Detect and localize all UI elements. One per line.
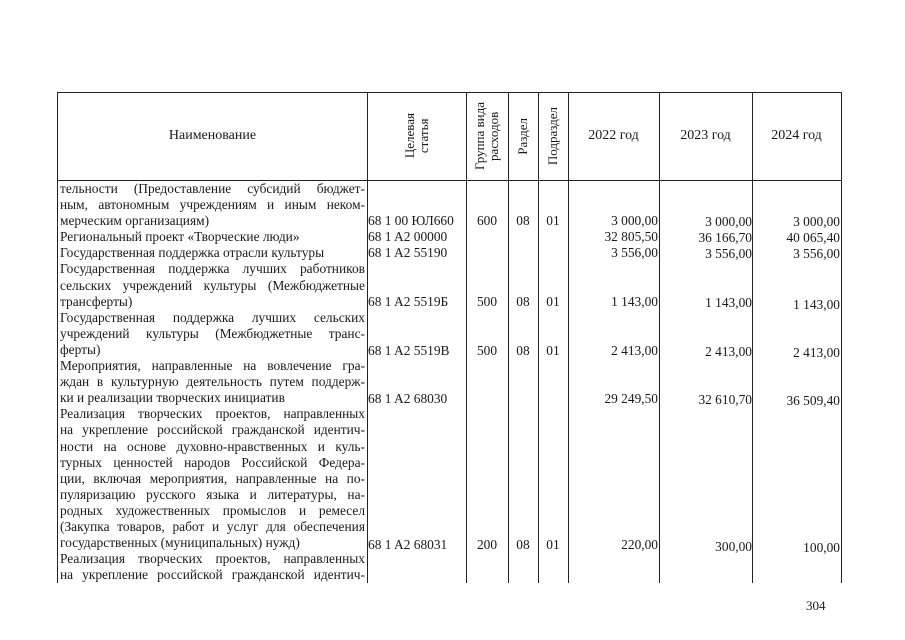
target-article-cell: 68 1 A2 5519В [368,343,450,358]
expense-group-cell: 500 [476,343,498,358]
value-2022-cell: 29 249,50 [604,391,658,406]
value-2024-cell: 1 143,00 [793,297,840,312]
value-2023-cell: 36 166,70 [698,230,752,245]
value-2022-cell: 3 556,00 [611,245,658,260]
name-line: пуляризацию русского языка и литературы, на- [60,486,365,502]
header-year-2022: 2022 год [588,128,639,143]
target-article-cell: 68 1 A2 00000 [368,229,448,244]
value-2024-cell: 3 556,00 [793,246,840,261]
name-line: Реализация творческих проектов, направленных [60,551,365,567]
value-2024-cell: 2 413,00 [793,345,840,360]
header-target-article [367,92,466,180]
name-line: на укрепление российской гражданской идентич- [60,422,365,438]
target-article-cell: 68 1 A2 68031 [368,537,448,552]
section-cell: 08 [516,537,530,552]
section-cell: 08 [516,213,530,228]
header-year-2024: 2024 год [771,128,822,143]
value-2022-cell: 2 413,00 [611,343,658,358]
name-line: трансферты) [60,293,133,309]
value-2023-cell: 3 556,00 [705,246,752,261]
value-2023-cell: 32 610,70 [698,392,752,407]
name-line: (Закупка товаров, работ и услуг для обеспечения [60,518,365,534]
name-column [60,181,365,583]
name-line: родных художественных промыслов и ремесел [60,502,365,518]
target-article-cell: 68 1 00 ЮЛ660 [368,213,454,228]
name-line: Государственная поддержка отрасли культуры [60,245,325,261]
target-article-cell: 68 1 A2 68030 [368,391,448,406]
name-line: ферты) [60,341,101,357]
subsection-cell: 01 [546,343,560,358]
name-line: Региональный проект «Творческие люди» [60,229,300,245]
header-section [508,92,538,180]
value-2024-cell: 40 065,40 [786,230,840,245]
page-number: 304 [806,598,826,613]
header-subsection [538,92,568,180]
name-line: сельских учреждений культуры (Межбюджетные [60,277,365,293]
value-2023-cell: 3 000,00 [705,214,752,229]
name-line: учреждений культуры (Межбюджетные транс- [60,325,365,341]
value-2023-cell: 300,00 [715,539,752,554]
name-line: турных ценностей народов Российской Федера- [60,454,365,470]
name-line: Мероприятия, направленные на вовлечение гра- [60,358,365,374]
name-line: Государственная поддержка лучших сельских [60,309,365,325]
name-line: ности на основе духовно-нравственных и куль- [60,438,365,454]
name-line: на укрепление российской гражданской идентич- [60,567,365,583]
expense-group-cell: 500 [476,294,498,309]
name-line: Реализация творческих проектов, направленных [60,406,365,422]
value-2024-cell: 36 509,40 [786,393,840,408]
header-group-text: Группа вида расходов [472,102,501,170]
header-name: Наименование [168,128,257,143]
value-2024-cell: 3 000,00 [793,214,840,229]
header-year-2023: 2023 год [680,128,731,143]
header-subsection-text: Подраздел [545,106,560,166]
value-2022-cell: 1 143,00 [611,294,658,309]
value-2023-cell: 2 413,00 [705,344,752,359]
header-expense-group [466,92,508,180]
subsection-cell: 01 [546,213,560,228]
name-line: ным, автономным учреждениям и иным неком- [60,197,365,213]
name-line: ции, включая мероприятия, направленные на по- [60,470,365,486]
value-2022-cell: 32 805,50 [604,229,658,244]
subsection-cell: 01 [546,294,560,309]
expense-group-cell: 600 [476,213,498,228]
value-2024-cell: 100,00 [803,540,840,555]
value-2023-cell: 1 143,00 [705,295,752,310]
section-cell: 08 [516,294,530,309]
name-line: государственных (муниципальных) нужд) [60,535,300,551]
value-2022-cell: 3 000,00 [611,213,658,228]
name-line: ки и реализации творческих инициатив [60,390,285,406]
subsection-cell: 01 [546,537,560,552]
header-target-text: Целевая статья [401,113,431,159]
header-section-text: Раздел [515,117,530,155]
value-2022-cell: 220,00 [621,537,658,552]
column-border [841,92,842,583]
name-line: ждан в культурную деятельность путем поддерж- [60,374,365,390]
target-article-cell: 68 1 A2 5519Б [368,294,449,309]
name-line: мерческим организациям) [60,213,210,229]
name-line: тельности (Предоставление субсидий бюджет- [60,181,365,196]
expense-group-cell: 200 [476,537,498,552]
target-article-cell: 68 1 A2 55190 [368,245,448,260]
name-line: Государственная поддержка лучших работников [60,261,365,277]
section-cell: 08 [516,343,530,358]
